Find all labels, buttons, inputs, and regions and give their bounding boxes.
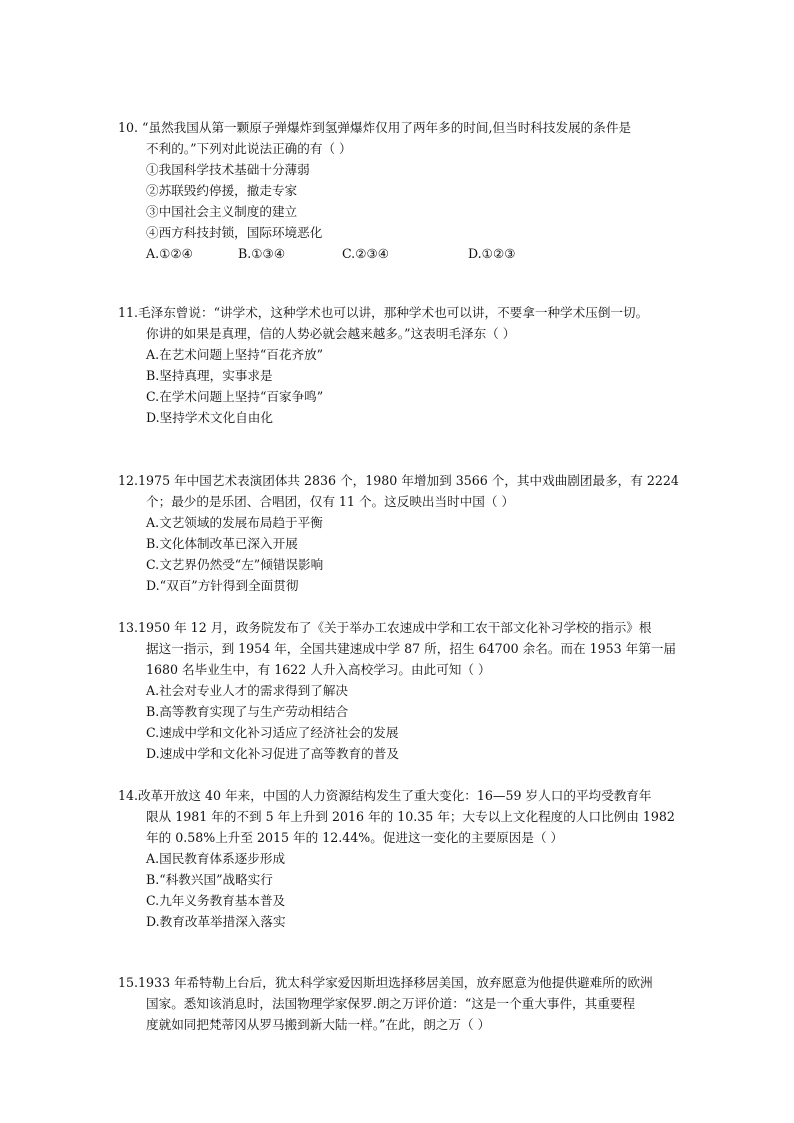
option-b: B.文化体制改革已深入开展 bbox=[146, 536, 298, 551]
question-12 bbox=[118, 470, 698, 596]
option-a: A.国民教育体系逐步形成 bbox=[146, 851, 286, 866]
question-stem-continued: 个；最少的是乐团、合唱团，仅有 11 个。这反映出当时中国（ ） bbox=[146, 494, 515, 509]
choice-b: B.①③④ bbox=[238, 246, 286, 261]
option-d: D.教育改革举措深入落实 bbox=[146, 914, 286, 929]
question-stem: 12.1975 年中国艺术表演团体共 2836 个，1980 年增加到 3566 个，其中戏曲剧团最多，有 2224 bbox=[118, 473, 679, 488]
option-d: D.坚持学术文化自由化 bbox=[146, 410, 273, 425]
option-c: C.九年义务教育基本普及 bbox=[146, 893, 286, 908]
option-d: D.“双百”方针得到全面贯彻 bbox=[146, 578, 299, 593]
option-c: C.文艺界仍然受“左”倾错误影响 bbox=[146, 557, 324, 572]
option-a: A.文艺领域的发展布局趋于平衡 bbox=[146, 515, 323, 530]
option-c: C.速成中学和文化补习适应了经济社会的发展 bbox=[146, 725, 399, 740]
choice-a: A.①②④ bbox=[146, 246, 193, 261]
option-b: B.“科教兴国”战略实行 bbox=[146, 872, 273, 887]
question-stem-continued: 你讲的如果是真理，信的人势必就会越来越多。”这表明毛泽东（ ） bbox=[146, 326, 516, 341]
question-stem: 13.1950 年 12 月，政务院发布了《关于举办工农速成中学和工农干部文化补习学校的指示》根 bbox=[118, 620, 652, 635]
question-stem: 15.1933 年希特勒上台后，犹太科学家爱因斯坦选择移居美国，放弃愿意为他提供避难所的欧洲 bbox=[118, 975, 653, 990]
question-stem-continued: 1680 名毕业生中，有 1622 人升入高校学习。由此可知（ ） bbox=[146, 662, 491, 677]
question-10 bbox=[118, 117, 698, 264]
question-14 bbox=[118, 785, 698, 932]
question-11 bbox=[118, 302, 698, 428]
choice-row bbox=[118, 243, 698, 264]
option-d: D.速成中学和文化补习促进了高等教育的普及 bbox=[146, 746, 399, 761]
option-c: C.在学术问题上坚持“百家争鸣” bbox=[146, 389, 324, 404]
question-stem-continued: 不利的。”下列对此说法正确的有（ ） bbox=[146, 141, 352, 156]
question-stem: 14.改革开放这 40 年来，中国的人力资源结构发生了重大变化：16—59 岁人口的平均受教育年 bbox=[118, 788, 652, 803]
question-stem: 11.毛泽东曾说：“讲学术，这种学术也可以讲，那种学术也可以讲，不要拿一种学术压倒一切。 bbox=[118, 305, 649, 320]
statement-item: ③中国社会主义制度的建立 bbox=[146, 204, 298, 219]
option-a: A.在艺术问题上坚持“百花齐放” bbox=[146, 347, 324, 362]
choice-c: C.②③④ bbox=[342, 246, 390, 261]
question-stem-continued: 年的 0.58%上升至 2015 年的 12.44%。促进这一变化的主要原因是（ ） bbox=[146, 830, 564, 845]
choice-d: D.①②③ bbox=[468, 246, 516, 261]
question-15 bbox=[118, 972, 698, 1035]
option-a: A.社会对专业人才的需求得到了解决 bbox=[146, 683, 349, 698]
statement-item: ②苏联毁约停援，撤走专家 bbox=[146, 183, 298, 198]
question-stem: 10. “虽然我国从第一颗原子弹爆炸到氢弹爆炸仅用了两年多的时间,但当时科技发展的条件是 bbox=[118, 120, 632, 135]
statement-item: ④西方科技封锁，国际环境恶化 bbox=[146, 225, 323, 240]
option-b: B.坚持真理，实事求是 bbox=[146, 368, 273, 383]
question-stem-continued: 度就如同把梵蒂冈从罗马搬到新大陆一样。”在此，朗之万（ ） bbox=[146, 1017, 491, 1032]
option-b: B.高等教育实现了与生产劳动相结合 bbox=[146, 704, 349, 719]
question-stem-continued: 国家。悉知该消息时，法国物理学家保罗.朗之万评价道：“这是一个重大事件，其重要程 bbox=[146, 996, 636, 1011]
statement-item: ①我国科学技术基础十分薄弱 bbox=[146, 162, 310, 177]
question-stem-continued: 据这一指示，到 1954 年，全国共建速成中学 87 所，招生 64700 余名。而在 1953 年第一届 bbox=[146, 641, 677, 656]
question-13 bbox=[118, 617, 698, 764]
question-stem-continued: 限从 1981 年的不到 5 年上升到 2016 年的 10.35 年；大专以上文化程度的人口比例由 1982 bbox=[146, 809, 675, 824]
